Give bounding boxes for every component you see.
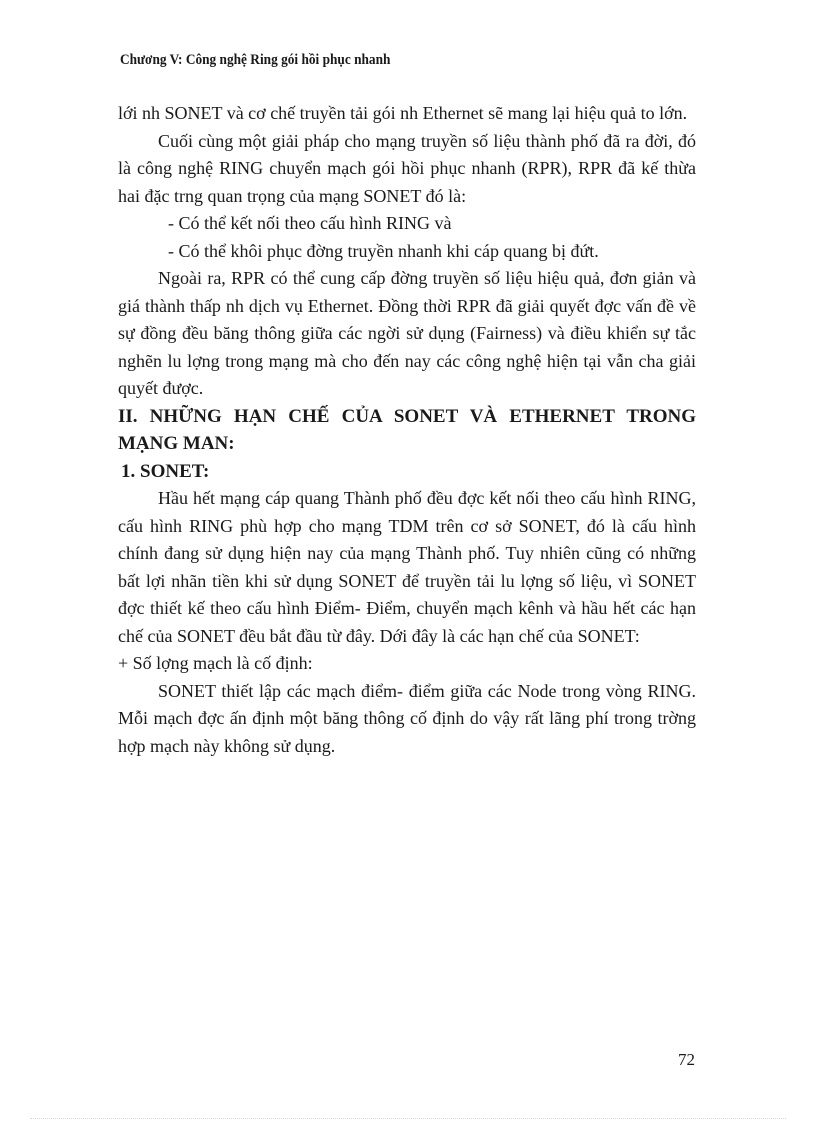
paragraph: SONET thiết lập các mạch điểm- điểm giữa các Node trong vòng RING. Mỗi mạch đợc ấn định một băng thông cố định do vậy rất lãng phí trong trờng hợp mạch này không sử dụng. [118,680,696,756]
list-item: + Số lợng mạch là cố định: [118,653,313,673]
paragraph: Cuối cùng một giải pháp cho mạng truyền số liệu thành phố đã ra đời, đó là công nghệ RING chuyển mạch gói hồi phục nhanh (RPR), RPR đã kế thừa hai đặc trng quan trọng của mạng SONET đó là: [118,130,696,206]
paragraph: Hầu hết mạng cáp quang Thành phố đều đợc kết nối theo cấu hình RING, cấu hình RING phù hợp cho mạng TDM trên cơ sở SONET, đó là cấu hình chính đang sử dụng hiện nay của mạng Thành phố. Tuy nhiên cũng có những bất lợi nhãn tiền khi sử dụng SONET để truyền tải lu lợng số liệu, vì SONET đợc thiết kế theo cấu hình Điểm- Điểm, chuyển mạch kênh và hầu hết các hạn chế của SONET đều bắt đầu từ đây. Dới đây là các hạn chế của SONET: [118,488,696,646]
document-body [118,100,696,760]
chapter-header: Chương V: Công nghệ Ring gói hồi phục nhanh [120,52,391,68]
footer-divider [30,1118,786,1119]
paragraph: lới nh SONET và cơ chế truyền tải gói nh Ethernet sẽ mang lại hiệu quả to lớn. [118,103,688,123]
bullet-item: - Có thể khôi phục đờng truyền nhanh khi cáp quang bị đứt. [168,240,599,261]
section-heading: II. NHỮNG HẠN CHẾ CỦA SONET VÀ ETHERNET TRONG MẠNG MAN: [118,405,696,454]
page-number: 72 [678,1050,695,1069]
paragraph: Ngoài ra, RPR có thể cung cấp đờng truyền số liệu hiệu quả, đơn giản và giá thành thấp nh dịch vụ Ethernet. Đồng thời RPR đã giải quyết đợc vấn đề về sự đồng đều băng thông giữa các ngời sử dụng (Fairness) và điều khiển sự tắc nghẽn lu lợng trong mạng mà cho đến nay các công nghệ hiện tại vẫn cha giải quyết được. [118,268,696,398]
subsection-heading: 1. SONET: [121,460,210,482]
bullet-item: - Có thể kết nối theo cấu hình RING và [168,213,452,233]
